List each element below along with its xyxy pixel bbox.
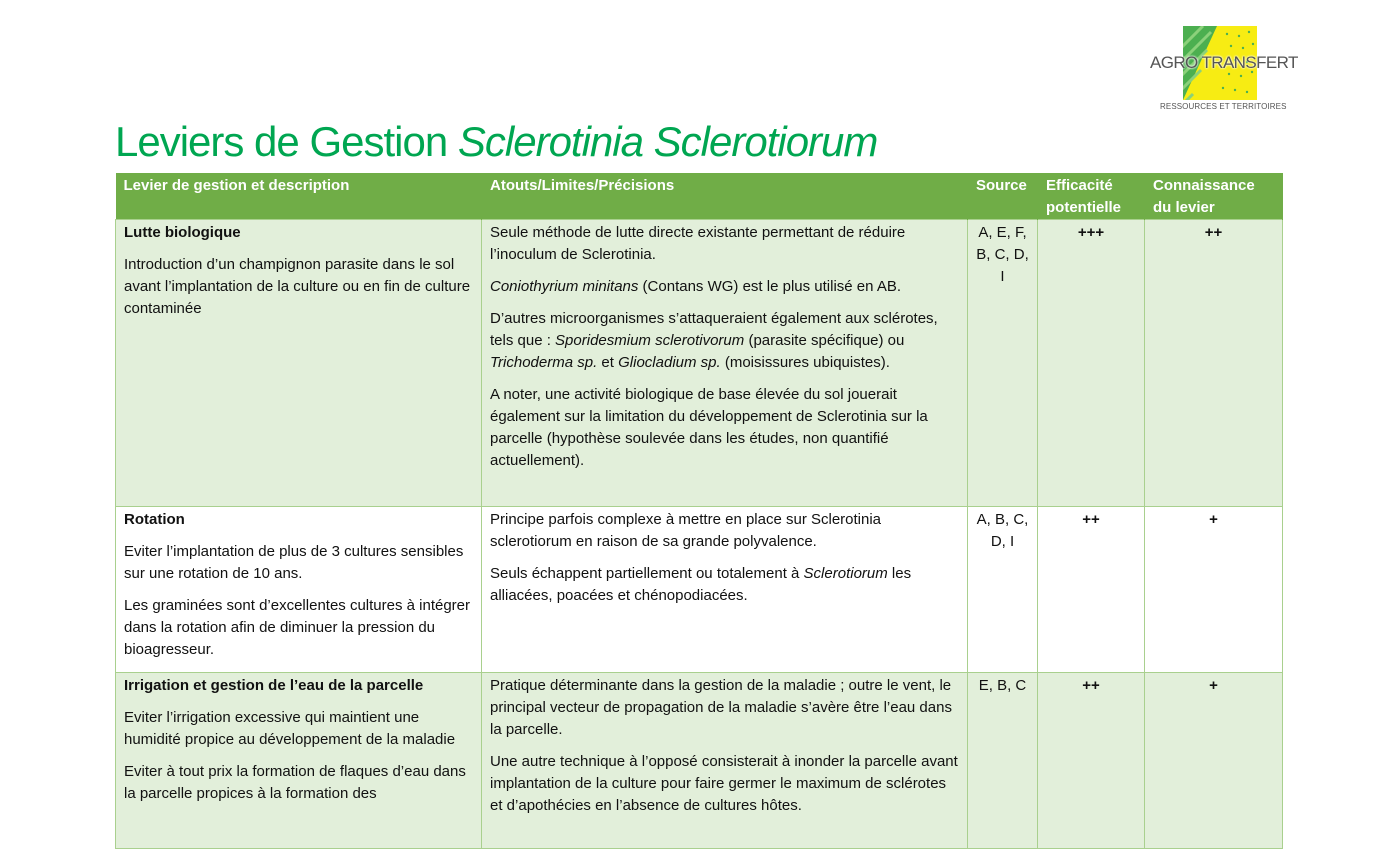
lever-title: Irrigation et gestion de l’eau de la parcelle: [124, 677, 424, 694]
logo-name: AGRO TRANSFERT: [1150, 53, 1298, 72]
header-connaissance: Connaissance du levier: [1145, 173, 1283, 220]
atouts-text: (moisissures ubiquistes).: [720, 354, 890, 371]
lever-title: Rotation: [124, 511, 185, 528]
atouts-paragraph: [490, 308, 959, 374]
atouts-paragraph: Seule méthode de lutte directe existante permettant de réduire l’inoculum de Sclerotinia.: [490, 224, 906, 263]
page-title-italic: Sclerotinia Sclerotiorum: [457, 118, 878, 165]
lever-description: Les graminées sont d’excellentes cultures à intégrer dans la rotation afin de diminuer la pression du bioagresseur.: [124, 597, 471, 658]
efficacite-cell: ++: [1038, 507, 1145, 673]
lever-description: Eviter l’irrigation excessive qui maintient une humidité propice au développement de la maladie: [124, 709, 456, 748]
species-name: Trichoderma sp.: [490, 354, 598, 371]
species-name: Gliocladium sp.: [618, 354, 721, 371]
atouts-text: les alliacées, poacées et chénopodiacées.: [490, 565, 912, 604]
table-row: [116, 220, 1283, 507]
header-lever: Levier de gestion et description: [116, 173, 482, 220]
table-row: [116, 673, 1283, 849]
lever-title: Lutte biologique: [124, 224, 241, 241]
lever-cell: [116, 507, 482, 673]
species-name: Sclerotiorum: [803, 565, 888, 582]
connaissance-cell: +: [1145, 673, 1283, 849]
management-levers-table: [115, 173, 1283, 849]
header-atouts: Atouts/Limites/Précisions: [482, 173, 968, 220]
atouts-paragraph: [490, 563, 959, 607]
efficacite-cell: ++: [1038, 673, 1145, 849]
atouts-cell: [482, 220, 968, 507]
logo-tagline: RESSOURCES ET TERRITOIRES: [1160, 102, 1287, 111]
species-name: Coniothyrium minitans: [490, 278, 639, 295]
page-title-plain: Leviers de Gestion: [115, 118, 458, 165]
species-name: Sporidesmium sclerotivorum: [555, 332, 745, 349]
atouts-paragraph: [490, 276, 959, 298]
lever-description: Eviter à tout prix la formation de flaques d’eau dans la parcelle propices à la formation des: [124, 763, 466, 802]
page-title: [115, 118, 877, 166]
table-row: [116, 507, 1283, 673]
atouts-text: Seuls échappent partiellement ou totalement à: [490, 565, 804, 582]
atouts-text: (Contans WG) est le plus utilisé en AB.: [638, 278, 902, 295]
table-header-row: [116, 173, 1283, 220]
atouts-text: (parasite spécifique) ou: [744, 332, 905, 349]
atouts-paragraph: Pratique déterminante dans la gestion de la maladie ; outre le vent, le principal vecteur de propagation de la maladie s’avère être l’eau dans la parcelle.: [490, 677, 952, 738]
lever-cell: [116, 673, 482, 849]
connaissance-cell: ++: [1145, 220, 1283, 507]
header-efficacite: Efficacité potentielle: [1038, 173, 1145, 220]
atouts-text: et: [597, 354, 619, 371]
agro-transfert-logo: [1148, 24, 1298, 116]
atouts-text: D’autres microorganismes s’attaqueraient également aux sclérotes, tels que :: [490, 310, 938, 349]
source-cell: A, B, C, D, I: [968, 507, 1038, 673]
atouts-paragraph: A noter, une activité biologique de base élevée du sol jouerait également sur la limitation du développement de Sclerotinia sur la parcelle (hypothèse soulevée dans les études, non quantifié actuellement).: [490, 386, 928, 469]
source-cell: E, B, C: [968, 673, 1038, 849]
lever-cell: [116, 220, 482, 507]
atouts-cell: [482, 673, 968, 849]
atouts-cell: [482, 507, 968, 673]
lever-description: Introduction d’un champignon parasite dans le sol avant l’implantation de la culture ou en fin de culture contaminée: [124, 256, 471, 317]
efficacite-cell: +++: [1038, 220, 1145, 507]
header-source: Source: [968, 173, 1038, 220]
atouts-paragraph: Principe parfois complexe à mettre en place sur Sclerotinia sclerotiorum en raison de sa grande polyvalence.: [490, 511, 882, 550]
source-cell: A, E, F, B, C, D, I: [968, 220, 1038, 507]
lever-description: Eviter l’implantation de plus de 3 cultures sensibles sur une rotation de 10 ans.: [124, 543, 464, 582]
connaissance-cell: +: [1145, 507, 1283, 673]
atouts-paragraph: Une autre technique à l’opposé consisterait à inonder la parcelle avant implantation de la culture pour faire germer le maximum de sclérotes et d’apothécies en l’absence de cultures hôtes.: [490, 753, 958, 814]
